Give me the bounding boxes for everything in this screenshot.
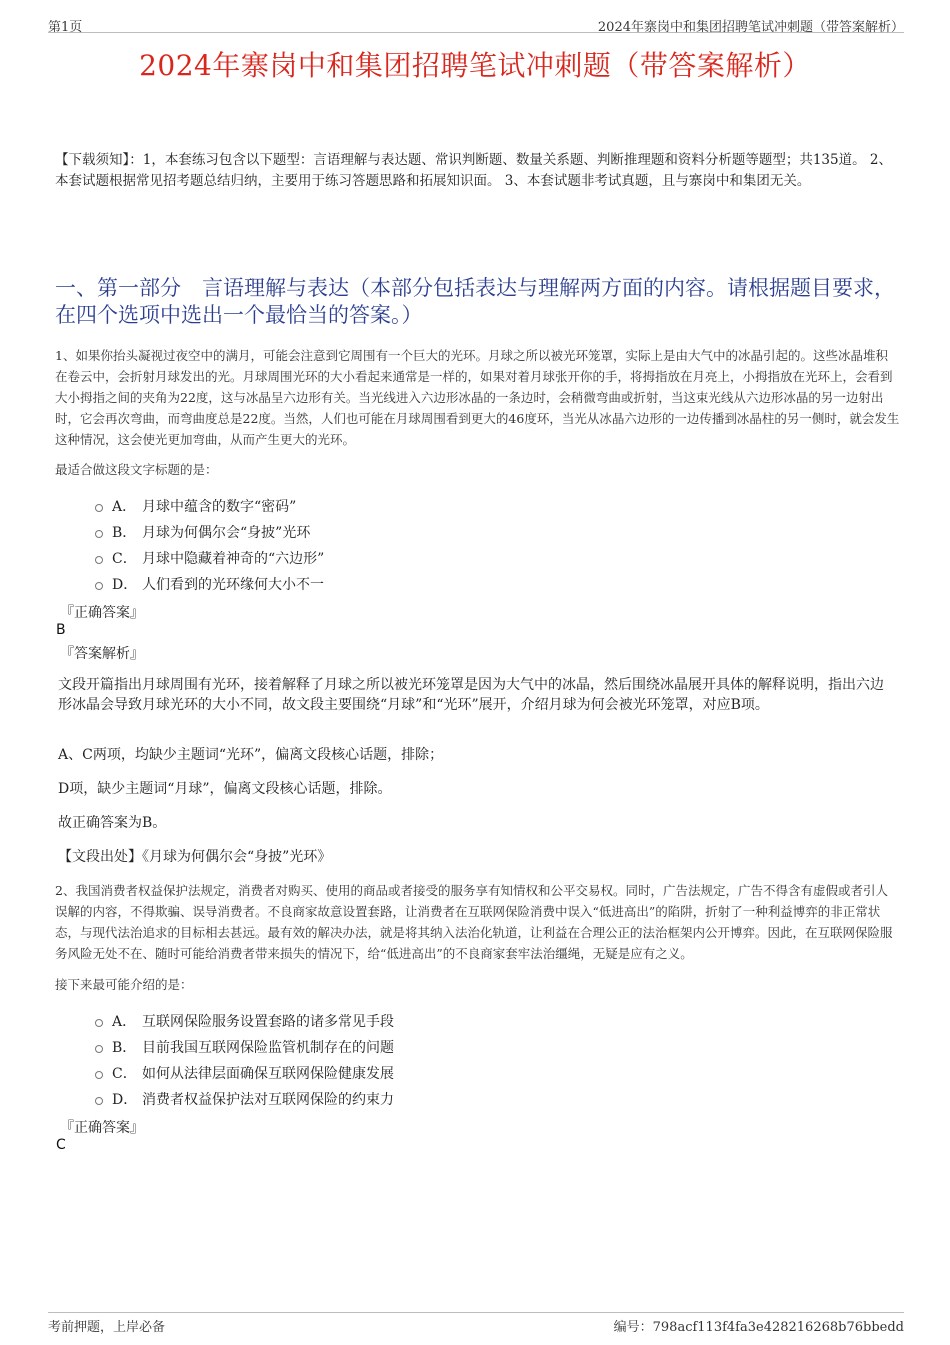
option-text: 如何从法律层面确保互联网保险健康发展 [142, 1066, 394, 1082]
option-text: 人们看到的光环缘何大小不一 [142, 577, 324, 593]
question-1-stem: 1、如果你抬头凝视过夜空中的满月，可能会注意到它周围有一个巨大的光环。月球之所以被光环笼罩，实际上是由大气中的冰晶引起的。这些冰晶堆积在卷云中，会折射月球发出的光。月球周围光环的大小看起来通常是一样的，如果对着月球张开你的手，将拇指放在月亮上，小拇指放在光环上，会看到大小拇指之间的夹角为22度，这与冰晶呈六边形有关。当光线进入六边形冰晶的一条边时，会稍微弯曲或折射，当这束光线从六边形冰晶的另一边射出时，它会再次弯曲，而弯曲度总是22度。当然，人们也可能在月球周围看到更大的46度环，当光从冰晶六边形的一边传播到冰晶柱的另一侧时，就会发生这种情况，这会使光更加弯曲，从而产生更大的光环。 [55, 348, 900, 447]
question-2-stem: 2、我国消费者权益保护法规定，消费者对购买、使用的商品或者接受的服务享有知情权和公平交易权。同时，广告法规定，广告不得含有虚假或者引人误解的内容，不得欺骗、误导消费者。不良商家故意设置套路，让消费者在互联网保险消费中误入“低进高出”的陷阱，折射了一种利益博弈的非正常状态，与现代法治追求的目标相去甚远。最有效的解决办法，就是将其纳入法治化轨道，让利益在合理公正的法治框架内公开博弈。因此，在互联网保险服务风险无处不在、随时可能给消费者带来损失的情况下，给“低进高出”的不良商家套牢法治缰绳，无疑是应有之义。 [55, 883, 893, 961]
option-a[interactable] [95, 493, 324, 519]
document-title: 2024年寨岗中和集团招聘笔试冲刺题（带答案解析） [139, 49, 811, 82]
radio-icon[interactable] [95, 1071, 103, 1079]
option-text: 互联网保险服务设置套路的诸多常见手段 [142, 1014, 394, 1030]
option-text: 月球为何偶尔会“身披”光环 [142, 525, 311, 541]
radio-icon[interactable] [95, 1045, 103, 1053]
radio-icon[interactable] [95, 556, 103, 564]
header-doc-title: 2024年寨岗中和集团招聘笔试冲刺题（带答案解析） [597, 20, 904, 35]
option-letter: D． [112, 1092, 138, 1108]
analysis-paragraph: 文段开篇指出月球周围有光环，接着解释了月球之所以被光环笼罩是因为大气中的冰晶，然后围绕冰晶展开具体的解释说明，指出六边形冰晶会导致月球光环的大小不同，故文段主要围绕“月球”和“光环”展开，介绍月球为何会被光环笼罩，对应B项。 [58, 677, 884, 713]
option-letter: C． [112, 1066, 137, 1082]
radio-icon[interactable] [95, 1097, 103, 1105]
option-letter: C． [112, 551, 137, 567]
page-header [48, 12, 904, 33]
download-notice: 【下载须知】：1，本套练习包含以下题型：言语理解与表达题、常识判断题、数量关系题、判断推理题和资料分析题等题型；共135道。 2、本套试题根据常见招考题总结归纳，主要用于练习答题思路和拓展知识面。 3、本套试题非考试真题，且与寨岗中和集团无关。 [55, 152, 892, 189]
option-text: 消费者权益保护法对互联网保险的约束力 [142, 1092, 394, 1108]
option-d[interactable] [95, 571, 324, 597]
radio-icon[interactable] [95, 530, 103, 538]
option-letter: B． [112, 525, 137, 541]
option-letter: B． [112, 1040, 137, 1056]
correct-answer: C [56, 1137, 66, 1153]
option-b[interactable] [95, 519, 324, 545]
option-letter: D． [112, 577, 138, 593]
radio-icon[interactable] [95, 504, 103, 512]
option-text: 月球中蕴含的数字“密码” [142, 499, 297, 515]
question-2-options [95, 1008, 394, 1112]
analysis-paragraph: D项，缺少主题词“月球”，偏离文段核心话题，排除。 [58, 781, 392, 797]
option-text: 月球中隐藏着神奇的“六边形” [142, 551, 325, 567]
passage-source: 【文段出处】《月球为何偶尔会“身披”光环》 [58, 849, 332, 865]
answer-label: 『正确答案』 [60, 605, 144, 621]
question-2-prompt: 接下来最可能介绍的是： [55, 977, 193, 992]
option-c[interactable] [95, 1060, 394, 1086]
section-title: 一、第一部分 言语理解与表达（本部分包括表达与理解两方面的内容。请根据题目要求，在四个选项中选出一个最恰当的答案。） [55, 276, 895, 327]
answer-label: 『正确答案』 [60, 1120, 144, 1136]
option-a[interactable] [95, 1008, 394, 1034]
question-1-prompt: 最适合做这段文字标题的是： [55, 462, 218, 477]
radio-icon[interactable] [95, 1019, 103, 1027]
footer-slogan: 考前押题，上岸必备 [48, 1320, 166, 1335]
option-letter: A． [112, 499, 137, 515]
page-number: 第1页 [48, 20, 83, 35]
footer-doc-id: 编号：798acf113f4fa3e428216268b76bbedd [613, 1320, 904, 1335]
analysis-label: 『答案解析』 [60, 646, 144, 662]
radio-icon[interactable] [95, 582, 103, 590]
option-letter: A． [112, 1014, 137, 1030]
option-text: 目前我国互联网保险监管机制存在的问题 [142, 1040, 394, 1056]
analysis-paragraph: 故正确答案为B。 [58, 815, 167, 831]
option-d[interactable] [95, 1086, 394, 1112]
analysis-paragraph: A、C两项，均缺少主题词“光环”，偏离文段核心话题，排除； [58, 747, 444, 763]
footer-divider [48, 1312, 904, 1313]
option-c[interactable] [95, 545, 324, 571]
correct-answer: B [56, 622, 66, 638]
option-b[interactable] [95, 1034, 394, 1060]
question-1-options [95, 493, 324, 597]
